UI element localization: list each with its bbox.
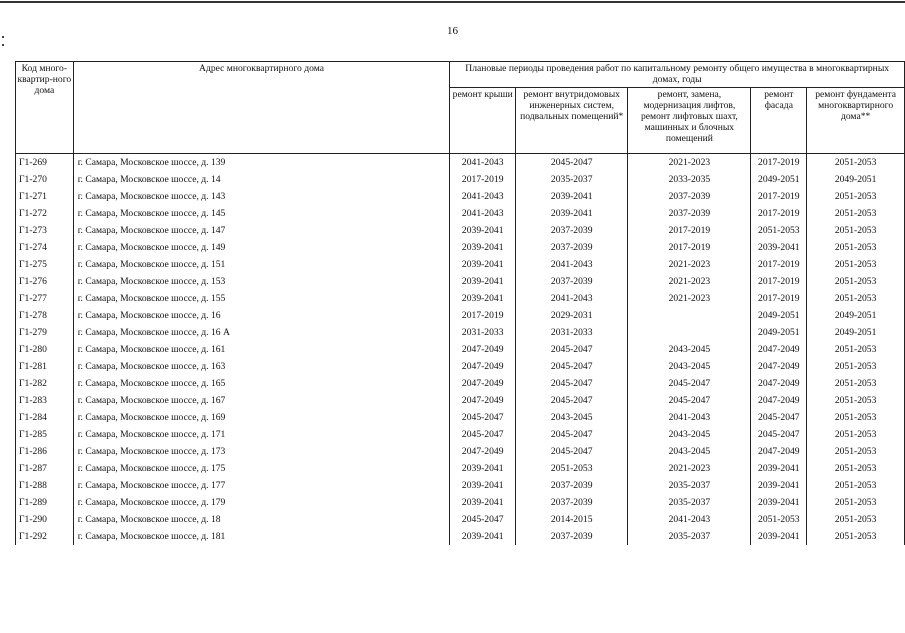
table-row — [16, 307, 905, 324]
cell-lifts-period: 2033-2035 — [628, 171, 751, 188]
cell-foundation-period: 2051-2053 — [807, 426, 905, 443]
top-border-line — [0, 1, 905, 3]
cell-address: г. Самара, Московское шоссе, д. 179 — [73, 494, 450, 511]
cell-foundation-period: 2049-2051 — [807, 324, 905, 341]
cell-lifts-period: 2045-2047 — [628, 375, 751, 392]
cell-foundation-period: 2051-2053 — [807, 528, 905, 545]
cell-lifts-period: 2021-2023 — [628, 256, 751, 273]
cell-lifts-period: 2043-2045 — [628, 358, 751, 375]
cell-address: г. Самара, Московское шоссе, д. 143 — [73, 188, 450, 205]
cell-facade-period: 2017-2019 — [751, 290, 807, 307]
cell-roof-period: 2047-2049 — [450, 375, 516, 392]
cell-address: г. Самара, Московское шоссе, д. 147 — [73, 222, 450, 239]
cell-house-code: Г1-280 — [16, 341, 74, 358]
cell-facade-period: 2017-2019 — [751, 273, 807, 290]
table-row — [16, 154, 905, 172]
cell-lifts-period: 2021-2023 — [628, 290, 751, 307]
header-facade-repair: ремонт фасада — [751, 88, 807, 154]
cell-address: г. Самара, Московское шоссе, д. 14 — [73, 171, 450, 188]
cell-foundation-period: 2051-2053 — [807, 443, 905, 460]
header-house-code: Код много-квартир-ного дома — [16, 62, 74, 154]
cell-address: г. Самара, Московское шоссе, д. 16 — [73, 307, 450, 324]
cell-roof-period: 2039-2041 — [450, 256, 516, 273]
cell-house-code: Г1-285 — [16, 426, 74, 443]
cell-house-code: Г1-284 — [16, 409, 74, 426]
cell-systems-period: 2039-2041 — [516, 188, 628, 205]
table-row — [16, 341, 905, 358]
cell-systems-period: 2037-2039 — [516, 494, 628, 511]
cell-address: г. Самара, Московское шоссе, д. 173 — [73, 443, 450, 460]
cell-roof-period: 2041-2043 — [450, 154, 516, 172]
cell-roof-period: 2039-2041 — [450, 460, 516, 477]
cell-systems-period: 2035-2037 — [516, 171, 628, 188]
scan-speck — [2, 44, 4, 46]
cell-address: г. Самара, Московское шоссе, д. 161 — [73, 341, 450, 358]
cell-facade-period: 2017-2019 — [751, 205, 807, 222]
cell-facade-period: 2017-2019 — [751, 256, 807, 273]
cell-roof-period: 2039-2041 — [450, 494, 516, 511]
cell-address: г. Самара, Московское шоссе, д. 169 — [73, 409, 450, 426]
table-row — [16, 460, 905, 477]
cell-house-code: Г1-274 — [16, 239, 74, 256]
cell-systems-period: 2037-2039 — [516, 273, 628, 290]
cell-lifts-period: 2035-2037 — [628, 528, 751, 545]
cell-address: г. Самара, Московское шоссе, д. 177 — [73, 477, 450, 494]
cell-foundation-period: 2049-2051 — [807, 171, 905, 188]
cell-foundation-period: 2051-2053 — [807, 239, 905, 256]
cell-house-code: Г1-276 — [16, 273, 74, 290]
cell-facade-period: 2047-2049 — [751, 392, 807, 409]
cell-systems-period: 2045-2047 — [516, 154, 628, 172]
cell-systems-period: 2014-2015 — [516, 511, 628, 528]
table-row — [16, 443, 905, 460]
cell-foundation-period: 2051-2053 — [807, 392, 905, 409]
cell-lifts-period: 2017-2019 — [628, 222, 751, 239]
cell-lifts-period: 2021-2023 — [628, 273, 751, 290]
table-row — [16, 358, 905, 375]
cell-roof-period: 2039-2041 — [450, 477, 516, 494]
cell-facade-period: 2039-2041 — [751, 477, 807, 494]
table-row — [16, 188, 905, 205]
cell-roof-period: 2039-2041 — [450, 290, 516, 307]
cell-lifts-period: 2041-2043 — [628, 511, 751, 528]
cell-foundation-period: 2051-2053 — [807, 511, 905, 528]
capital-repair-schedule-table — [15, 61, 905, 545]
cell-facade-period: 2017-2019 — [751, 154, 807, 172]
cell-systems-period: 2045-2047 — [516, 358, 628, 375]
cell-address: г. Самара, Московское шоссе, д. 153 — [73, 273, 450, 290]
cell-lifts-period: 2021-2023 — [628, 460, 751, 477]
cell-house-code: Г1-287 — [16, 460, 74, 477]
cell-facade-period: 2051-2053 — [751, 222, 807, 239]
cell-facade-period: 2039-2041 — [751, 460, 807, 477]
cell-lifts-period: 2037-2039 — [628, 205, 751, 222]
cell-facade-period: 2047-2049 — [751, 358, 807, 375]
cell-roof-period: 2047-2049 — [450, 341, 516, 358]
table-row — [16, 205, 905, 222]
cell-house-code: Г1-292 — [16, 528, 74, 545]
cell-house-code: Г1-275 — [16, 256, 74, 273]
cell-systems-period: 2045-2047 — [516, 375, 628, 392]
cell-address: г. Самара, Московское шоссе, д. 18 — [73, 511, 450, 528]
cell-house-code: Г1-286 — [16, 443, 74, 460]
cell-systems-period: 2045-2047 — [516, 392, 628, 409]
cell-address: г. Самара, Московское шоссе, д. 171 — [73, 426, 450, 443]
cell-roof-period: 2045-2047 — [450, 409, 516, 426]
cell-address: г. Самара, Московское шоссе, д. 155 — [73, 290, 450, 307]
page-number: 16 — [447, 25, 458, 37]
cell-house-code: Г1-272 — [16, 205, 74, 222]
cell-house-code: Г1-290 — [16, 511, 74, 528]
cell-lifts-period: 2043-2045 — [628, 341, 751, 358]
cell-address: г. Самара, Московское шоссе, д. 181 — [73, 528, 450, 545]
cell-roof-period: 2041-2043 — [450, 205, 516, 222]
header-engineering-systems-repair: ремонт внутридомовых инженерных систем, подвальных помещений* — [516, 88, 628, 154]
cell-house-code: Г1-269 — [16, 154, 74, 172]
cell-address: г. Самара, Московское шоссе, д. 175 — [73, 460, 450, 477]
header-foundation-repair: ремонт фундамента многоквартирного дома** — [807, 88, 905, 154]
cell-house-code: Г1-278 — [16, 307, 74, 324]
header-roof-repair: ремонт крыши — [450, 88, 516, 154]
cell-address: г. Самара, Московское шоссе, д. 167 — [73, 392, 450, 409]
cell-house-code: Г1-277 — [16, 290, 74, 307]
cell-foundation-period: 2051-2053 — [807, 358, 905, 375]
cell-systems-period: 2037-2039 — [516, 222, 628, 239]
table-row — [16, 409, 905, 426]
cell-roof-period: 2047-2049 — [450, 358, 516, 375]
cell-roof-period: 2039-2041 — [450, 222, 516, 239]
cell-foundation-period: 2051-2053 — [807, 409, 905, 426]
cell-foundation-period: 2051-2053 — [807, 341, 905, 358]
cell-address: г. Самара, Московское шоссе, д. 151 — [73, 256, 450, 273]
cell-address: г. Самара, Московское шоссе, д. 16 А — [73, 324, 450, 341]
header-lifts-repair: ремонт, замена, модернизация лифтов, ремонт лифтовых шахт, машинных и блочных помещений — [628, 88, 751, 154]
header-planned-periods: Плановые периоды проведения работ по капитальному ремонту общего имущества в многоквартирных домах, годы — [450, 62, 905, 88]
cell-lifts-period: 2043-2045 — [628, 443, 751, 460]
cell-systems-period: 2039-2041 — [516, 205, 628, 222]
cell-facade-period: 2045-2047 — [751, 409, 807, 426]
cell-address: г. Самара, Московское шоссе, д. 145 — [73, 205, 450, 222]
cell-facade-period: 2049-2051 — [751, 171, 807, 188]
cell-lifts-period: 2035-2037 — [628, 477, 751, 494]
cell-facade-period: 2047-2049 — [751, 341, 807, 358]
cell-foundation-period: 2051-2053 — [807, 256, 905, 273]
cell-lifts-period — [628, 307, 751, 324]
cell-foundation-period: 2051-2053 — [807, 375, 905, 392]
cell-roof-period: 2041-2043 — [450, 188, 516, 205]
table-row — [16, 477, 905, 494]
cell-house-code: Г1-281 — [16, 358, 74, 375]
cell-foundation-period: 2051-2053 — [807, 477, 905, 494]
cell-facade-period: 2039-2041 — [751, 494, 807, 511]
cell-systems-period: 2037-2039 — [516, 477, 628, 494]
cell-house-code: Г1-282 — [16, 375, 74, 392]
cell-foundation-period: 2051-2053 — [807, 154, 905, 172]
cell-systems-period: 2037-2039 — [516, 239, 628, 256]
cell-facade-period: 2051-2053 — [751, 511, 807, 528]
cell-lifts-period: 2021-2023 — [628, 154, 751, 172]
cell-roof-period: 2047-2049 — [450, 392, 516, 409]
cell-lifts-period: 2035-2037 — [628, 494, 751, 511]
cell-lifts-period: 2043-2045 — [628, 426, 751, 443]
cell-house-code: Г1-271 — [16, 188, 74, 205]
table-row — [16, 511, 905, 528]
cell-foundation-period: 2049-2051 — [807, 307, 905, 324]
cell-roof-period: 2045-2047 — [450, 426, 516, 443]
cell-systems-period: 2041-2043 — [516, 290, 628, 307]
cell-roof-period: 2017-2019 — [450, 307, 516, 324]
cell-systems-period: 2043-2045 — [516, 409, 628, 426]
table-row — [16, 222, 905, 239]
table-row — [16, 290, 905, 307]
cell-facade-period: 2049-2051 — [751, 307, 807, 324]
cell-systems-period: 2029-2031 — [516, 307, 628, 324]
cell-facade-period: 2047-2049 — [751, 375, 807, 392]
cell-foundation-period: 2051-2053 — [807, 273, 905, 290]
table-row — [16, 273, 905, 290]
cell-lifts-period: 2045-2047 — [628, 392, 751, 409]
cell-roof-period: 2017-2019 — [450, 171, 516, 188]
table-row — [16, 426, 905, 443]
cell-foundation-period: 2051-2053 — [807, 290, 905, 307]
cell-facade-period: 2047-2049 — [751, 443, 807, 460]
cell-address: г. Самара, Московское шоссе, д. 149 — [73, 239, 450, 256]
table-row — [16, 256, 905, 273]
cell-house-code: Г1-289 — [16, 494, 74, 511]
table-row — [16, 392, 905, 409]
cell-address: г. Самара, Московское шоссе, д. 139 — [73, 154, 450, 172]
cell-lifts-period: 2017-2019 — [628, 239, 751, 256]
table-row — [16, 239, 905, 256]
cell-lifts-period: 2041-2043 — [628, 409, 751, 426]
table-row — [16, 375, 905, 392]
header-address: Адрес многоквартирного дома — [73, 62, 450, 154]
cell-systems-period: 2037-2039 — [516, 528, 628, 545]
cell-systems-period: 2045-2047 — [516, 426, 628, 443]
cell-house-code: Г1-288 — [16, 477, 74, 494]
cell-roof-period: 2045-2047 — [450, 511, 516, 528]
cell-facade-period: 2039-2041 — [751, 239, 807, 256]
cell-house-code: Г1-273 — [16, 222, 74, 239]
cell-house-code: Г1-270 — [16, 171, 74, 188]
cell-facade-period: 2039-2041 — [751, 528, 807, 545]
cell-roof-period: 2031-2033 — [450, 324, 516, 341]
cell-systems-period: 2031-2033 — [516, 324, 628, 341]
cell-facade-period: 2045-2047 — [751, 426, 807, 443]
cell-systems-period: 2041-2043 — [516, 256, 628, 273]
table-row — [16, 171, 905, 188]
cell-address: г. Самара, Московское шоссе, д. 163 — [73, 358, 450, 375]
cell-roof-period: 2039-2041 — [450, 239, 516, 256]
cell-foundation-period: 2051-2053 — [807, 494, 905, 511]
cell-house-code: Г1-279 — [16, 324, 74, 341]
table-row — [16, 494, 905, 511]
cell-systems-period: 2045-2047 — [516, 443, 628, 460]
table-row — [16, 324, 905, 341]
cell-house-code: Г1-283 — [16, 392, 74, 409]
cell-foundation-period: 2051-2053 — [807, 205, 905, 222]
cell-lifts-period: 2037-2039 — [628, 188, 751, 205]
cell-facade-period: 2049-2051 — [751, 324, 807, 341]
cell-lifts-period — [628, 324, 751, 341]
cell-foundation-period: 2051-2053 — [807, 188, 905, 205]
cell-roof-period: 2039-2041 — [450, 273, 516, 290]
cell-systems-period: 2051-2053 — [516, 460, 628, 477]
cell-roof-period: 2039-2041 — [450, 528, 516, 545]
table-row — [16, 528, 905, 545]
cell-address: г. Самара, Московское шоссе, д. 165 — [73, 375, 450, 392]
cell-foundation-period: 2051-2053 — [807, 222, 905, 239]
cell-roof-period: 2047-2049 — [450, 443, 516, 460]
cell-systems-period: 2045-2047 — [516, 341, 628, 358]
cell-facade-period: 2017-2019 — [751, 188, 807, 205]
cell-foundation-period: 2051-2053 — [807, 460, 905, 477]
